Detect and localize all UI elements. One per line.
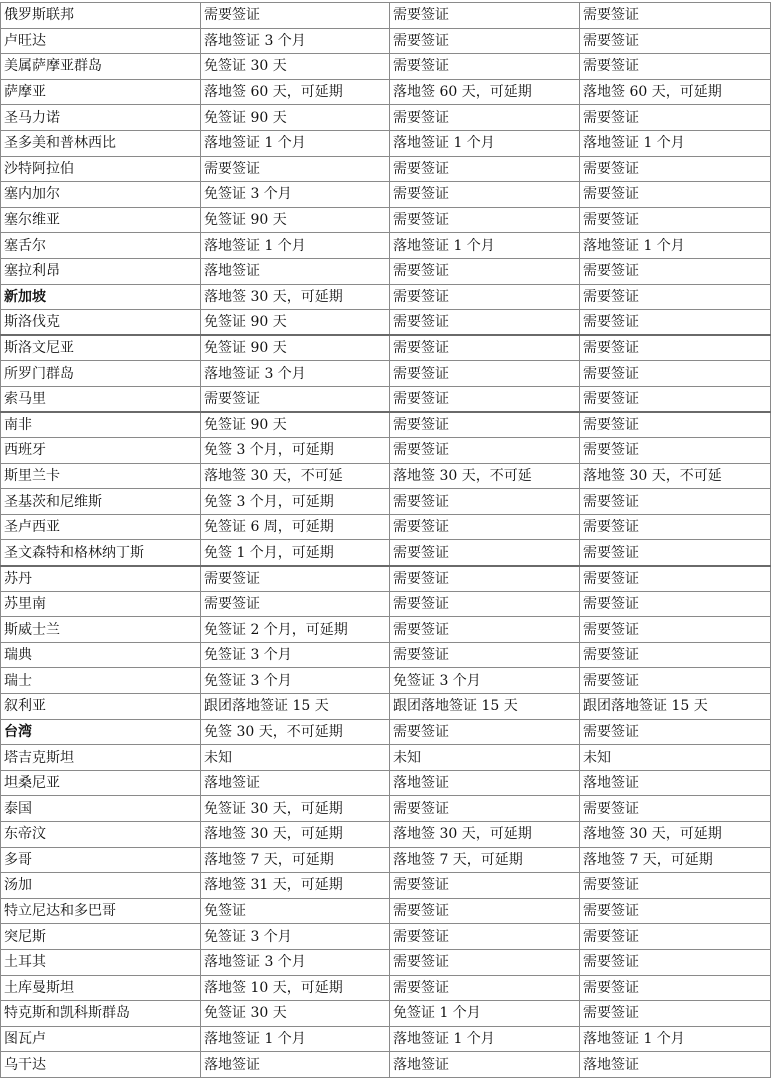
- country-cell: 索马里: [1, 386, 201, 412]
- visa-cell-col3: 落地签 30 天，不可延: [580, 463, 771, 489]
- visa-cell-col2: 落地签证 1 个月: [390, 1026, 580, 1052]
- visa-cell-col3: 需要签证: [580, 796, 771, 822]
- country-cell: 塞尔维亚: [1, 207, 201, 233]
- table-row: [1, 310, 771, 336]
- visa-cell-col2: 需要签证: [390, 898, 580, 924]
- visa-cell-col1: 落地签证: [201, 1052, 390, 1078]
- table-row: [1, 1001, 771, 1027]
- visa-cell-col3: 需要签证: [580, 258, 771, 284]
- visa-cell-col1: 落地签证 1 个月: [201, 1026, 390, 1052]
- table-row: [1, 79, 771, 105]
- visa-cell-col1: 落地签 31 天，可延期: [201, 873, 390, 899]
- country-cell: 瑞士: [1, 668, 201, 694]
- visa-cell-col1: 落地签证 3 个月: [201, 28, 390, 54]
- table-row: [1, 386, 771, 412]
- visa-cell-col3: 需要签证: [580, 566, 771, 592]
- visa-cell-col2: 需要签证: [390, 28, 580, 54]
- visa-cell-col3: 需要签证: [580, 924, 771, 950]
- visa-cell-col3: 需要签证: [580, 489, 771, 515]
- table-row: [1, 642, 771, 668]
- visa-cell-col3: 落地签证 1 个月: [580, 130, 771, 156]
- visa-cell-col1: 免签证 3 个月: [201, 668, 390, 694]
- visa-cell-col2: 需要签证: [390, 207, 580, 233]
- country-cell: 塞拉利昂: [1, 258, 201, 284]
- visa-cell-col2: 需要签证: [390, 335, 580, 361]
- visa-cell-col3: 落地签证: [580, 770, 771, 796]
- country-cell: 斯里兰卡: [1, 463, 201, 489]
- visa-cell-col1: 落地签证: [201, 770, 390, 796]
- visa-cell-col3: 需要签证: [580, 668, 771, 694]
- country-cell: 新加坡: [1, 284, 201, 310]
- visa-cell-col2: 需要签证: [390, 438, 580, 464]
- table-row: [1, 284, 771, 310]
- visa-cell-col2: 未知: [390, 745, 580, 771]
- visa-cell-col2: 需要签证: [390, 514, 580, 540]
- country-cell: 沙特阿拉伯: [1, 156, 201, 182]
- visa-cell-col2: 需要签证: [390, 591, 580, 617]
- country-cell: 乌干达: [1, 1052, 201, 1078]
- visa-cell-col2: 落地签 60 天，可延期: [390, 79, 580, 105]
- visa-cell-col2: 需要签证: [390, 719, 580, 745]
- visa-cell-col1: 免签 3 个月，可延期: [201, 438, 390, 464]
- visa-cell-col1: 免签 3 个月，可延期: [201, 489, 390, 515]
- visa-cell-col3: 落地签证 1 个月: [580, 233, 771, 259]
- visa-cell-col3: 落地签证: [580, 1052, 771, 1078]
- visa-cell-col1: 免签证 90 天: [201, 335, 390, 361]
- country-cell: 坦桑尼亚: [1, 770, 201, 796]
- country-cell: 多哥: [1, 847, 201, 873]
- visa-cell-col2: 需要签证: [390, 258, 580, 284]
- country-cell: 突尼斯: [1, 924, 201, 950]
- country-cell: 图瓦卢: [1, 1026, 201, 1052]
- visa-cell-col2: 落地签证: [390, 1052, 580, 1078]
- visa-cell-col3: 跟团落地签证 15 天: [580, 694, 771, 720]
- visa-cell-col3: 需要签证: [580, 540, 771, 566]
- country-cell: 圣基茨和尼维斯: [1, 489, 201, 515]
- country-cell: 台湾: [1, 719, 201, 745]
- country-cell: 斯威士兰: [1, 617, 201, 643]
- visa-cell-col1: 落地签 30 天，可延期: [201, 284, 390, 310]
- visa-cell-col2: 需要签证: [390, 310, 580, 336]
- visa-table: [0, 2, 771, 1078]
- visa-cell-col3: 需要签证: [580, 873, 771, 899]
- visa-cell-col3: 落地签证 1 个月: [580, 1026, 771, 1052]
- country-cell: 圣马力诺: [1, 105, 201, 131]
- table-row: [1, 847, 771, 873]
- visa-cell-col3: 需要签证: [580, 54, 771, 80]
- table-row: [1, 694, 771, 720]
- table-row: [1, 182, 771, 208]
- table-row: [1, 514, 771, 540]
- visa-cell-col2: 需要签证: [390, 412, 580, 438]
- table-row: [1, 745, 771, 771]
- country-cell: 特克斯和凯科斯群岛: [1, 1001, 201, 1027]
- visa-cell-col2: 需要签证: [390, 105, 580, 131]
- visa-cell-col2: 需要签证: [390, 796, 580, 822]
- visa-cell-col1: 落地签 30 天，可延期: [201, 822, 390, 848]
- table-row: [1, 1026, 771, 1052]
- country-cell: 西班牙: [1, 438, 201, 464]
- visa-cell-col3: 需要签证: [580, 617, 771, 643]
- table-row: [1, 540, 771, 566]
- table-row: [1, 873, 771, 899]
- visa-cell-col3: 需要签证: [580, 642, 771, 668]
- table-row: [1, 335, 771, 361]
- table-row: [1, 489, 771, 515]
- visa-cell-col2: 需要签证: [390, 924, 580, 950]
- country-cell: 俄罗斯联邦: [1, 3, 201, 29]
- visa-cell-col1: 落地签 60 天，可延期: [201, 79, 390, 105]
- visa-cell-col1: 落地签 7 天，可延期: [201, 847, 390, 873]
- country-cell: 土库曼斯坦: [1, 975, 201, 1001]
- visa-cell-col3: 需要签证: [580, 284, 771, 310]
- country-cell: 泰国: [1, 796, 201, 822]
- visa-cell-col1: 需要签证: [201, 591, 390, 617]
- table-row: [1, 156, 771, 182]
- visa-cell-col1: 需要签证: [201, 3, 390, 29]
- visa-cell-col2: 免签证 3 个月: [390, 668, 580, 694]
- visa-cell-col2: 落地签 30 天，不可延: [390, 463, 580, 489]
- visa-cell-col2: 需要签证: [390, 617, 580, 643]
- visa-cell-col2: 需要签证: [390, 156, 580, 182]
- visa-cell-col1: 免签证 90 天: [201, 207, 390, 233]
- visa-cell-col3: 需要签证: [580, 156, 771, 182]
- visa-cell-col1: 免签证 30 天: [201, 54, 390, 80]
- visa-cell-col3: 需要签证: [580, 3, 771, 29]
- table-row: [1, 463, 771, 489]
- visa-cell-col1: 落地签证: [201, 258, 390, 284]
- visa-cell-col1: 免签证 2 个月，可延期: [201, 617, 390, 643]
- table-row: [1, 233, 771, 259]
- visa-cell-col3: 需要签证: [580, 591, 771, 617]
- country-cell: 苏里南: [1, 591, 201, 617]
- visa-cell-col2: 需要签证: [390, 566, 580, 592]
- country-cell: 圣多美和普林西比: [1, 130, 201, 156]
- table-row: [1, 668, 771, 694]
- visa-cell-col1: 未知: [201, 745, 390, 771]
- table-row: [1, 105, 771, 131]
- visa-cell-col3: 需要签证: [580, 949, 771, 975]
- country-cell: 塞舌尔: [1, 233, 201, 259]
- country-cell: 土耳其: [1, 949, 201, 975]
- visa-cell-col3: 需要签证: [580, 898, 771, 924]
- table-row: [1, 770, 771, 796]
- visa-cell-col3: 未知: [580, 745, 771, 771]
- visa-cell-col3: 需要签证: [580, 386, 771, 412]
- visa-cell-col1: 免签证: [201, 898, 390, 924]
- visa-cell-col2: 落地签证: [390, 770, 580, 796]
- table-row: [1, 207, 771, 233]
- visa-cell-col1: 落地签证 3 个月: [201, 361, 390, 387]
- visa-cell-col1: 免签证 3 个月: [201, 182, 390, 208]
- country-cell: 所罗门群岛: [1, 361, 201, 387]
- country-cell: 苏丹: [1, 566, 201, 592]
- visa-cell-col3: 需要签证: [580, 975, 771, 1001]
- table-row: [1, 591, 771, 617]
- visa-cell-col1: 免签证 3 个月: [201, 924, 390, 950]
- table-row: [1, 924, 771, 950]
- country-cell: 萨摩亚: [1, 79, 201, 105]
- table-row: [1, 3, 771, 29]
- table-row: [1, 28, 771, 54]
- visa-cell-col2: 需要签证: [390, 361, 580, 387]
- visa-cell-col1: 落地签证 3 个月: [201, 949, 390, 975]
- visa-cell-col3: 需要签证: [580, 514, 771, 540]
- visa-cell-col3: 需要签证: [580, 207, 771, 233]
- visa-table-body: [1, 3, 771, 1078]
- country-cell: 南非: [1, 412, 201, 438]
- visa-cell-col2: 落地签 7 天，可延期: [390, 847, 580, 873]
- visa-cell-col2: 需要签证: [390, 975, 580, 1001]
- visa-cell-col2: 落地签证 1 个月: [390, 233, 580, 259]
- visa-cell-col1: 免签证 6 周，可延期: [201, 514, 390, 540]
- visa-cell-col2: 需要签证: [390, 54, 580, 80]
- visa-cell-col1: 免签 30 天，不可延期: [201, 719, 390, 745]
- visa-cell-col2: 跟团落地签证 15 天: [390, 694, 580, 720]
- visa-cell-col2: 需要签证: [390, 873, 580, 899]
- visa-cell-col2: 落地签 30 天，可延期: [390, 822, 580, 848]
- country-cell: 圣卢西亚: [1, 514, 201, 540]
- country-cell: 斯洛伐克: [1, 310, 201, 336]
- table-row: [1, 361, 771, 387]
- country-cell: 美属萨摩亚群岛: [1, 54, 201, 80]
- table-row: [1, 438, 771, 464]
- visa-cell-col2: 需要签证: [390, 182, 580, 208]
- country-cell: 特立尼达和多巴哥: [1, 898, 201, 924]
- visa-cell-col3: 需要签证: [580, 310, 771, 336]
- table-row: [1, 796, 771, 822]
- country-cell: 塞内加尔: [1, 182, 201, 208]
- table-row: [1, 258, 771, 284]
- visa-cell-col1: 免签证 90 天: [201, 310, 390, 336]
- visa-cell-col1: 免签证 30 天: [201, 1001, 390, 1027]
- country-cell: 瑞典: [1, 642, 201, 668]
- visa-cell-col3: 落地签 60 天，可延期: [580, 79, 771, 105]
- visa-cell-col2: 落地签证 1 个月: [390, 130, 580, 156]
- visa-cell-col1: 落地签 30 天，不可延: [201, 463, 390, 489]
- table-row: [1, 1052, 771, 1078]
- visa-cell-col2: 需要签证: [390, 489, 580, 515]
- visa-cell-col3: 落地签 7 天，可延期: [580, 847, 771, 873]
- visa-cell-col1: 落地签证 1 个月: [201, 233, 390, 259]
- table-row: [1, 975, 771, 1001]
- country-cell: 东帝汶: [1, 822, 201, 848]
- visa-cell-col1: 落地签 10 天，可延期: [201, 975, 390, 1001]
- table-row: [1, 54, 771, 80]
- visa-cell-col1: 免签 1 个月，可延期: [201, 540, 390, 566]
- visa-cell-col3: 需要签证: [580, 361, 771, 387]
- table-row: [1, 130, 771, 156]
- visa-cell-col3: 需要签证: [580, 335, 771, 361]
- visa-cell-col3: 需要签证: [580, 438, 771, 464]
- visa-cell-col2: 需要签证: [390, 642, 580, 668]
- visa-cell-col3: 需要签证: [580, 105, 771, 131]
- visa-cell-col2: 需要签证: [390, 386, 580, 412]
- visa-cell-col1: 免签证 90 天: [201, 105, 390, 131]
- visa-cell-col1: 免签证 30 天，可延期: [201, 796, 390, 822]
- visa-cell-col2: 需要签证: [390, 284, 580, 310]
- table-row: [1, 617, 771, 643]
- visa-cell-col3: 需要签证: [580, 182, 771, 208]
- country-cell: 斯洛文尼亚: [1, 335, 201, 361]
- visa-cell-col3: 需要签证: [580, 412, 771, 438]
- visa-cell-col1: 跟团落地签证 15 天: [201, 694, 390, 720]
- visa-cell-col3: 需要签证: [580, 28, 771, 54]
- visa-cell-col1: 需要签证: [201, 156, 390, 182]
- visa-cell-col3: 需要签证: [580, 1001, 771, 1027]
- visa-cell-col2: 需要签证: [390, 949, 580, 975]
- visa-cell-col1: 免签证 3 个月: [201, 642, 390, 668]
- table-row: [1, 949, 771, 975]
- country-cell: 叙利亚: [1, 694, 201, 720]
- country-cell: 汤加: [1, 873, 201, 899]
- visa-cell-col1: 免签证 90 天: [201, 412, 390, 438]
- visa-cell-col1: 需要签证: [201, 386, 390, 412]
- visa-cell-col2: 免签证 1 个月: [390, 1001, 580, 1027]
- table-row: [1, 822, 771, 848]
- table-row: [1, 412, 771, 438]
- table-row: [1, 719, 771, 745]
- visa-cell-col3: 落地签 30 天，可延期: [580, 822, 771, 848]
- table-row: [1, 566, 771, 592]
- country-cell: 塔吉克斯坦: [1, 745, 201, 771]
- visa-cell-col1: 需要签证: [201, 566, 390, 592]
- country-cell: 卢旺达: [1, 28, 201, 54]
- visa-cell-col2: 需要签证: [390, 3, 580, 29]
- country-cell: 圣文森特和格林纳丁斯: [1, 540, 201, 566]
- visa-cell-col3: 需要签证: [580, 719, 771, 745]
- visa-cell-col2: 需要签证: [390, 540, 580, 566]
- table-row: [1, 898, 771, 924]
- visa-cell-col1: 落地签证 1 个月: [201, 130, 390, 156]
